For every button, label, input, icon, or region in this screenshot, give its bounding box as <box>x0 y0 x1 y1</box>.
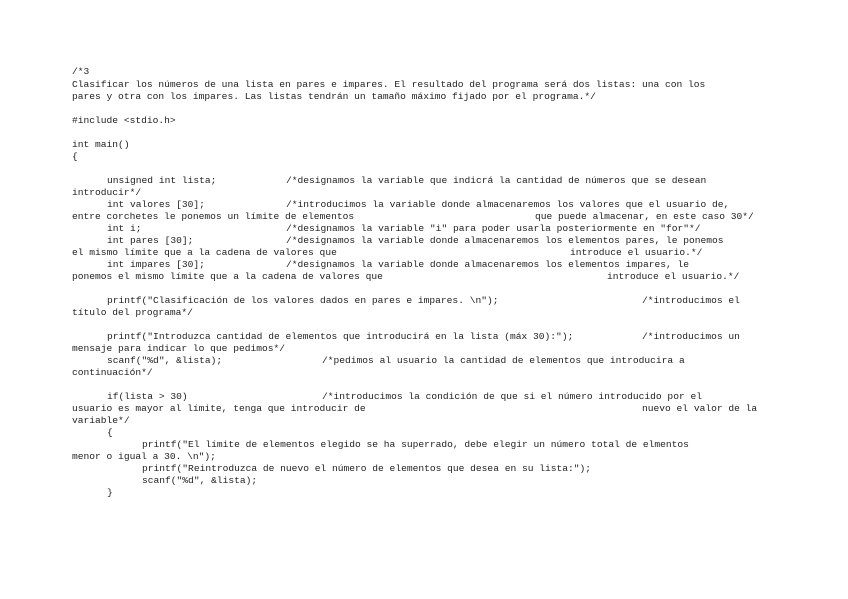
scanf-reintro-call: scanf("%d", &lista); <box>142 475 258 486</box>
scanf-comment: /*pedimos al usuario la cantidad de elementos que introducira a <box>322 355 685 366</box>
printf-reintro-call: printf("Reintroduzca de nuevo el número de elementos que desea en su lista:"); <box>142 463 592 474</box>
pares-comment: /*designamos la variable donde almacenaremos los elementos pares, le ponemos <box>286 235 724 246</box>
main-signature-line: int main() <box>72 139 130 150</box>
valores-declaration: int valores [30]; <box>107 199 205 210</box>
printf-error-wrap: menor o igual a 30. \n"); <box>72 451 216 462</box>
printf-title-comment-wrap: título del programa*/ <box>72 307 193 318</box>
lista-comment-wrap: introducir*/ <box>72 187 142 198</box>
if-close-brace-line <box>72 487 113 523</box>
if-comment-wrap-2: variable*/ <box>72 415 130 426</box>
if-open-brace: { <box>107 427 113 438</box>
description-line-2: pares y otra con los impares. Las listas tendrán un tamaño máximo fijado por el programa.*/ <box>72 91 596 102</box>
lista-declaration: unsigned int lista; <box>107 175 217 186</box>
pares-comment-tail: introduce el usuario.*/ <box>570 247 703 258</box>
comment-header-line: /*3 <box>72 66 90 77</box>
valores-comment-wrap-text: entre corchetes le ponemos un límite de elementos <box>72 211 355 222</box>
description-line-1: Clasificar los números de una lista en pares e impares. El resultado del programa será dos listas: una con los <box>72 79 706 90</box>
impares-declaration: int impares [30]; <box>107 259 205 270</box>
printf-title-comment: /*introducimos el <box>642 295 740 306</box>
pares-declaration: int pares [30]; <box>107 235 194 246</box>
include-line: #include <stdio.h> <box>72 115 176 126</box>
printf-title-call: printf("Clasificación de los valores dados en pares e impares. \n"); <box>107 295 499 306</box>
i-declaration: int i; <box>107 223 142 234</box>
lista-comment: /*designamos la variable que indicrá la cantidad de números que se desean <box>286 175 707 186</box>
if-comment-wrap-text: usuario es mayor al límite, tenga que introducir de <box>72 403 366 414</box>
pares-comment-wrap-text: el mismo límite que a la cadena de valores que <box>72 247 337 258</box>
i-comment: /*designamos la variable "i" para poder usarla posteriormente en "for"*/ <box>286 223 701 234</box>
valores-comment: /*introducimos la variable donde almacenaremos los valores que el usuario de, <box>286 199 730 210</box>
impares-comment-wrap-text: ponemos el mismo límite que a la cadena de valores que <box>72 271 383 282</box>
impares-comment-tail: introduce el usuario.*/ <box>607 271 740 282</box>
printf-prompt-comment-wrap: mensaje para indicar lo que pedimos*/ <box>72 343 286 354</box>
if-condition: if(lista > 30) <box>107 391 188 402</box>
scanf-call: scanf("%d", &lista); <box>107 355 223 366</box>
if-close-brace: } <box>107 487 113 498</box>
impares-comment: /*designamos la variable donde almacenaremos los elementos impares, le <box>286 259 690 270</box>
if-comment-tail: nuevo el valor de la <box>642 403 758 414</box>
printf-error-call: printf("El límite de elementos elegido se ha superrado, debe elegir un número total de elmentos <box>142 439 689 450</box>
valores-comment-tail: que puede almacenar, en este caso 30*/ <box>535 211 754 222</box>
scanf-comment-wrap: continuación*/ <box>72 367 153 378</box>
main-open-brace: { <box>72 151 78 162</box>
if-comment: /*introducimos la condición de que si el número introducido por el <box>322 391 702 402</box>
printf-prompt-call: printf("Introduzca cantidad de elementos que introducirá en la lista (máx 30):"); <box>107 331 574 342</box>
printf-prompt-comment: /*introducimos un <box>642 331 740 342</box>
